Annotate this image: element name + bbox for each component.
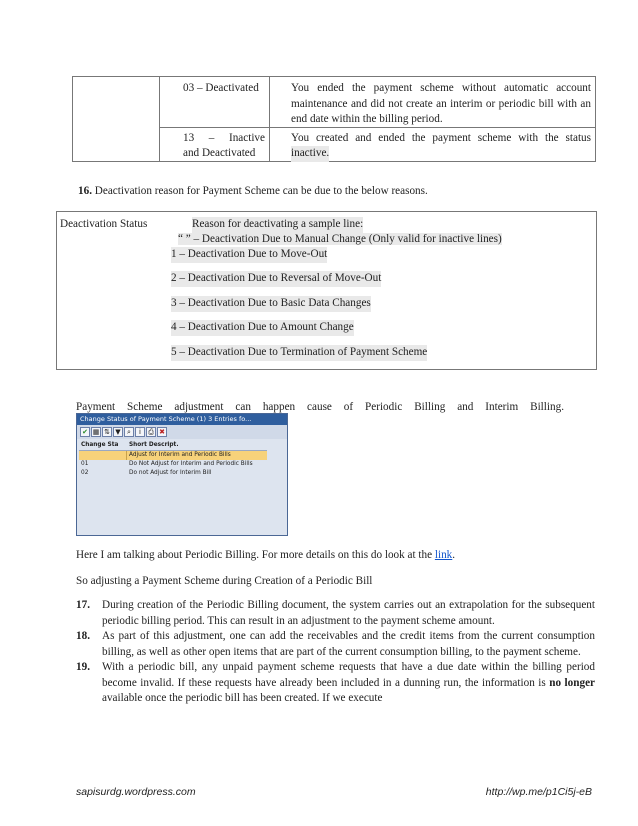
reason-item: 2 – Deactivation Due to Reversal of Move-Out xyxy=(171,271,381,287)
sap-dialog xyxy=(76,413,288,536)
table-row[interactable]: 01 Do Not Adjust for Interim and Periodic Bills xyxy=(81,461,253,467)
footer-right: http://wp.me/p1Ci5j-eB xyxy=(485,786,592,798)
list-item xyxy=(78,184,428,200)
status-description: You created and ended the payment scheme with the status xyxy=(291,132,591,144)
grid-icon[interactable]: ▦ xyxy=(92,428,100,436)
column-header: Short Descript. xyxy=(129,442,179,448)
status-code: and Deactivated xyxy=(183,147,256,159)
info-icon[interactable]: i xyxy=(135,427,145,437)
status-description: You ended the payment scheme without automatic account maintenance and did not create an interim or periodic bill with an end date within the billing period. xyxy=(291,82,591,125)
list-item: 18. As part of this adjustment, one can add the receivables and the credit items from the current consumption billing, as well as other open items that are part of the current consumption billing, to the payment scheme. xyxy=(76,630,595,658)
item-number: 16. xyxy=(78,185,92,197)
dialog-title: Change Status of Payment Scheme (1) 3 Entries fo... xyxy=(77,414,287,425)
item-text: Deactivation reason for Payment Scheme can be due to the below reasons. xyxy=(94,185,428,197)
numbered-list xyxy=(75,598,595,707)
status-code: 13 – Inactive xyxy=(183,132,265,144)
dialog-grid xyxy=(79,441,267,478)
section-heading: So adjusting a Payment Scheme during Creation of a Periodic Bill xyxy=(76,575,373,587)
status-description: inactive. xyxy=(291,146,329,162)
status-table xyxy=(72,76,596,162)
adjustment-text: Payment Scheme adjustment can happen cause of Periodic Billing and Interim Billing. xyxy=(76,401,564,413)
grid-header xyxy=(79,441,267,451)
table-divider xyxy=(269,77,270,161)
reason-intro: “ ” – Deactivation Due to Manual Change (Only valid for inactive lines) xyxy=(178,233,502,245)
table-label: Deactivation Status xyxy=(60,218,148,230)
filter-icon[interactable]: ▼ xyxy=(113,427,123,437)
table-divider xyxy=(159,77,160,161)
reference-text: Here I am talking about Periodic Billing. For more details on this do look at the link. xyxy=(76,549,456,561)
reason-item: 3 – Deactivation Due to Basic Data Changes xyxy=(171,296,371,312)
confirm-icon[interactable]: ✔ xyxy=(80,427,90,437)
reason-intro: Reason for deactivating a sample line: xyxy=(192,217,363,233)
reference-link[interactable]: link xyxy=(434,549,453,561)
reason-item: 5 – Deactivation Due to Termination of Payment Scheme xyxy=(171,345,427,361)
search-icon[interactable]: ⌕ xyxy=(124,427,134,437)
footer-left: sapisurdg.wordpress.com xyxy=(76,786,196,798)
column-header: Change Sta xyxy=(81,442,119,448)
deactivation-table xyxy=(56,211,597,370)
list-item: 17. During creation of the Periodic Billing document, the system carries out an extrapolation for the subsequent periodic billing period. This can result in an adjustment to the payment scheme amount. xyxy=(76,599,595,627)
table-row[interactable]: Adjust for Interim and Periodic Bills xyxy=(79,451,267,460)
print-icon[interactable]: ⎙ xyxy=(146,427,156,437)
dialog-toolbar xyxy=(77,425,287,439)
status-code: 03 – Deactivated xyxy=(183,82,259,94)
sort-icon[interactable]: ⇅ xyxy=(102,427,112,437)
list-item: 19. With a periodic bill, any unpaid payment scheme requests that have a due date within the billing period become invalid. If these requests have already been included in a dunning run, the information is no longer available once the periodic bill has been created. If we execute xyxy=(76,661,596,704)
table-row[interactable]: 02 Do not Adjust for Interim Bill xyxy=(81,470,212,476)
reason-item: 4 – Deactivation Due to Amount Change xyxy=(171,320,354,336)
cancel-icon[interactable]: ✖ xyxy=(157,427,167,437)
reason-item: 1 – Deactivation Due to Move-Out xyxy=(171,247,327,263)
